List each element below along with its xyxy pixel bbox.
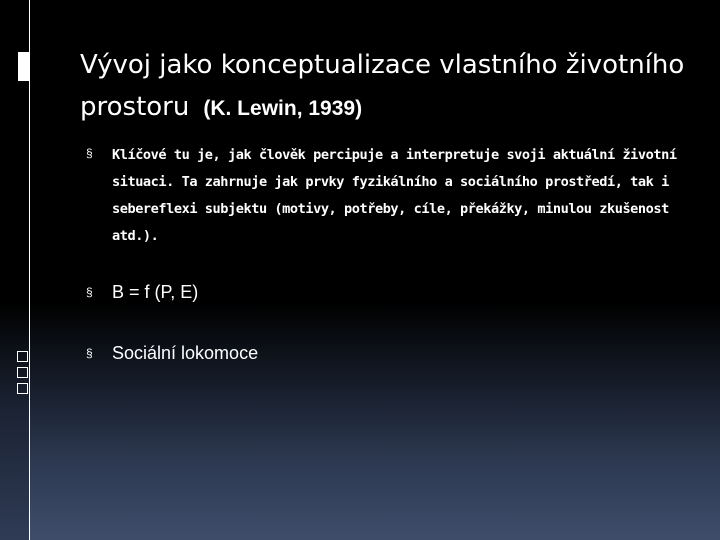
bullet-text: Klíčové tu je, jak člověk percipuje a interpretuje svoji aktuální životní situaci. Ta zahrnuje jak prvky fyzikálního a sociálního prostředí, tak i sebereflexi subjektu (motivy, potřeby, cíle, překážky, minulou zkušenost atd.).: [112, 147, 677, 244]
bullet-marker-icon: §: [86, 346, 93, 360]
decor-square: [17, 351, 28, 362]
slide-title-citation: (K. Lewin, 1939): [203, 97, 363, 120]
left-decor-band: [0, 0, 30, 540]
bullet-text: Sociální lokomoce: [112, 343, 259, 363]
bullet-marker-icon: §: [86, 285, 93, 299]
bullet-text: B = f (P, E): [112, 282, 199, 302]
bullet-marker-icon: §: [86, 146, 93, 160]
slide-title-main: Vývoj jako konceptualizace vlastního životního prostoru: [80, 50, 685, 122]
decor-block: [18, 52, 29, 81]
decor-square: [17, 383, 28, 394]
vertical-divider-line: [29, 0, 30, 540]
decor-square: [17, 367, 28, 378]
slide-title: [80, 44, 700, 130]
